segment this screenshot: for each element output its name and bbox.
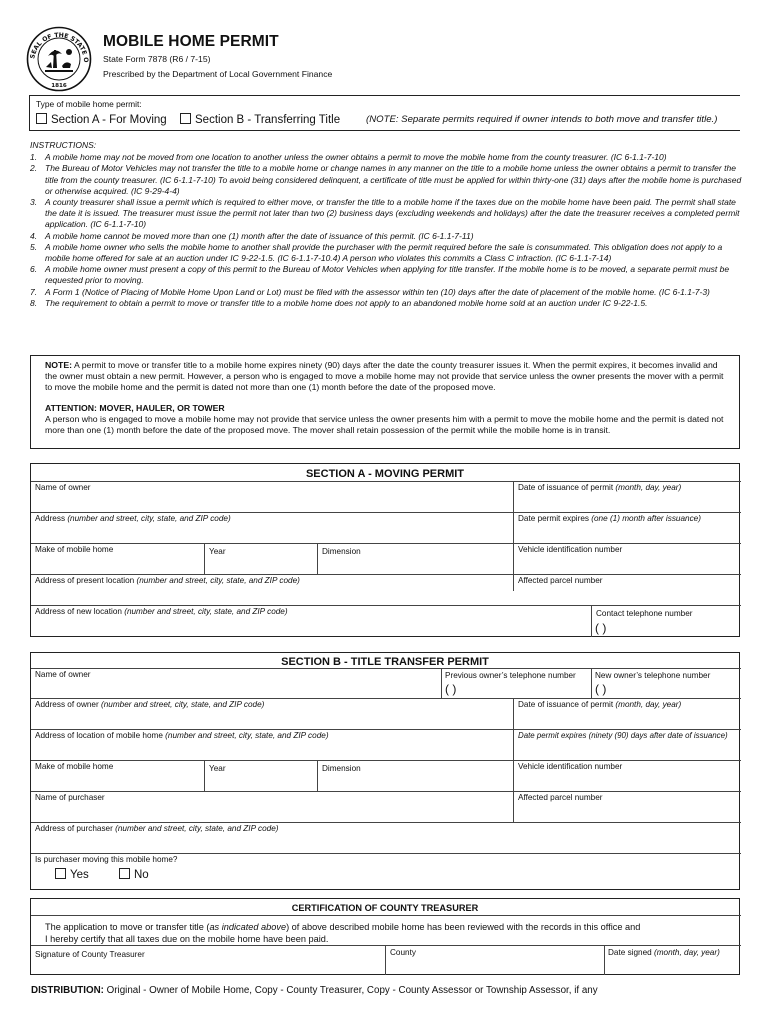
affected-parcel-label: Affected parcel number bbox=[518, 793, 603, 802]
owner-address-label: Address of owner (number and street, city, state, and ZIP code) bbox=[35, 700, 265, 709]
new-location-label: Address of new location (number and street, city, state, and ZIP code) bbox=[35, 607, 288, 616]
vin-label: Vehicle identification number bbox=[518, 545, 623, 554]
year-label: Year bbox=[209, 764, 226, 773]
certification-title: CERTIFICATION OF COUNTY TREASURER bbox=[291, 903, 479, 913]
instruction-item: 3. A county treasurer shall issue a permit which is required to either move, or transfer the title to a mobile home if the taxes due on the mobile home have been paid. The permit shall state the date it is issued. The treasurer must issue the permit not later than two (2) business days (excluding weekends and holidays) after the date the treasurer receives a completed permit application. (IC 6-1.1-7-10) bbox=[30, 197, 740, 230]
yes-checkbox[interactable] bbox=[55, 868, 66, 879]
note-paragraph: NOTE: A permit to move or transfer title to a mobile home expires ninety (90) days after the date the county treasurer issues it. When the permit expires, it becomes invalid and the owner must obtain a new permit. However, a person who is engaged to move a mobile home may not provide that service unless the owner presents the mover with a permit to move the mobile home and the permit is dated not more than one (1) month before the date of the proposed move. bbox=[45, 360, 724, 393]
section-b-table bbox=[30, 652, 740, 890]
county-label: County bbox=[390, 948, 416, 957]
state-seal-logo bbox=[26, 26, 92, 92]
section-a-table bbox=[30, 463, 740, 637]
permit-type-box bbox=[29, 95, 740, 131]
owner-address-label: Address (number and street, city, state, and ZIP code) bbox=[35, 514, 231, 523]
purchaser-address-label: Address of purchaser (number and street, city, state, and ZIP code) bbox=[35, 824, 279, 833]
make-label: Make of mobile home bbox=[35, 762, 114, 771]
section-a-checkbox[interactable] bbox=[36, 113, 47, 124]
certification-table bbox=[30, 898, 740, 975]
permit-type-note: (NOTE: Separate permits required if owner intends to both move and transfer title.) bbox=[366, 114, 718, 125]
purchaser-name-label: Name of purchaser bbox=[35, 793, 105, 802]
owner-name-label: Name of owner bbox=[35, 670, 91, 679]
prescribed-by: Prescribed by the Department of Local Government Finance bbox=[103, 69, 333, 79]
date-issuance-label: Date of issuance of permit (month, day, year) bbox=[518, 483, 682, 492]
section-a-title: SECTION A - MOVING PERMIT bbox=[305, 468, 465, 480]
instruction-item: 6. A mobile home owner must present a copy of this permit to the Bureau of Motor Vehicles when applying for title transfer. If the mobile home is to be moved, a separate permit must be requested prior to moving. bbox=[30, 264, 730, 286]
year-label: Year bbox=[209, 547, 226, 556]
section-b-label: Section B - Transferring Title bbox=[195, 114, 341, 126]
present-location-label: Address of present location (number and street, city, state, and ZIP code) bbox=[35, 576, 300, 585]
owner-name-field-label: Name of owner bbox=[35, 483, 91, 492]
svg-text:1816: 1816 bbox=[51, 83, 67, 89]
date-issuance-label: Date of issuance of permit (month, day, year) bbox=[518, 700, 682, 709]
instruction-item: 5. A mobile home owner who sells the mobile home to another shall provide the purchaser with the permit required before the sale is consummated. This obligation does not apply to a mobile home offered for sale at an auction under IC 9-22-1.5. (IC 6-1.1-7-10.4) A person who violates this commits a Class C infraction. (IC 6-1.1-7-14) bbox=[30, 241, 723, 264]
section-a-label: Section A - For Moving bbox=[51, 114, 167, 126]
location-address-label: Address of location of mobile home (number and street, city, state, and ZIP code) bbox=[35, 731, 329, 740]
new-owner-phone-input[interactable]: ( ) bbox=[595, 682, 607, 696]
yes-option[interactable]: Yes bbox=[55, 868, 89, 883]
option-section-a[interactable] bbox=[36, 113, 167, 128]
prev-owner-phone-input[interactable]: ( ) bbox=[445, 682, 457, 696]
date-expires-label: Date permit expires (ninety (90) days after date of issuance) bbox=[518, 731, 728, 740]
instruction-item: 7. A Form 1 (Notice of Placing of Mobile Home Upon Land or Lot) must be filed with the assessor within ten (10) days after the date of placement of the mobile home. (IC 6-1.1-7-3) bbox=[30, 286, 710, 297]
no-option[interactable]: No bbox=[119, 868, 149, 883]
note-box bbox=[30, 355, 740, 449]
dimension-label: Dimension bbox=[322, 764, 361, 773]
contact-phone-input[interactable]: ( ) bbox=[595, 621, 607, 635]
option-section-b[interactable] bbox=[180, 113, 340, 128]
form-title: MOBILE HOME PERMIT bbox=[103, 33, 279, 50]
distribution-label: DISTRIBUTION: bbox=[31, 985, 104, 996]
instructions bbox=[30, 140, 742, 309]
new-owner-phone-label: New owner’s telephone number bbox=[595, 671, 711, 680]
instruction-item: 1. A mobile home may not be moved from one location to another unless the owner obtains a permit to move the mobile home from the county treasurer. (IC 6-1.1-7-10) bbox=[30, 152, 667, 163]
contact-phone-label: Contact telephone number bbox=[596, 609, 693, 618]
vin-label: Vehicle identification number bbox=[518, 762, 623, 771]
instruction-item: 2. The Bureau of Motor Vehicles may not transfer the title to a mobile home or change names in any manner on the title to a mobile home unless the owner obtains a permit to transfer the title from the county treasurer. (IC 6-1.1-7-10) To avoid being considered delinquent, a certificate of title must be applied for within thirty-one (31) days after the mobile home is purchased or otherwise acquired. (IC 9-29-4-4) bbox=[30, 163, 742, 196]
permit-type-label: Type of mobile home permit: bbox=[36, 99, 142, 109]
attention-paragraph: ATTENTION: MOVER, HAULER, OR TOWER A person who is engaged to move a mobile home may not provide that service unless the owner presents him with a permit to move the mobile home and the permit is dated not more than one (1) month before the date of the proposed move. The mover shall retain possession of the permit while the mobile home is in transit. bbox=[45, 403, 724, 436]
purchaser-moving-label: Is purchaser moving this mobile home? bbox=[35, 855, 178, 864]
instruction-item: 8. The requirement to obtain a permit to move or transfer title to a mobile home does not apply to an abandoned mobile home sold at an auction under IC 9-22-1.5. bbox=[30, 297, 648, 308]
distribution-text: Original - Owner of Mobile Home, Copy - County Treasurer, Copy - County Assessor or Township Assessor, if any bbox=[103, 985, 598, 996]
prev-owner-phone-label: Previous owner’s telephone number bbox=[445, 671, 576, 680]
make-label: Make of mobile home bbox=[35, 545, 114, 554]
distribution-line bbox=[31, 985, 598, 997]
instructions-title: INSTRUCTIONS: bbox=[30, 140, 97, 150]
affected-parcel-label: Affected parcel number bbox=[518, 576, 603, 585]
no-checkbox[interactable] bbox=[119, 868, 130, 879]
date-signed-label: Date signed (month, day, year) bbox=[608, 948, 720, 957]
signature-label: Signature of County Treasurer bbox=[35, 950, 145, 959]
section-b-checkbox[interactable] bbox=[180, 113, 191, 124]
instruction-item: 4. A mobile home cannot be moved more than one (1) month after the date of issuance of this permit. (IC 6-1.1-7-11) bbox=[30, 230, 474, 241]
dimension-label: Dimension bbox=[322, 547, 361, 556]
svg-text:SEAL OF THE STATE OF INDIANA: SEAL OF THE STATE O bbox=[29, 31, 90, 63]
certification-text: The application to move or transfer title (as indicated above) of above described mobile home has been reviewed with the records in this office and I hereby certify that all taxes due on the mobile home have been paid. bbox=[45, 922, 641, 944]
section-b-title: SECTION B - TITLE TRANSFER PERMIT bbox=[281, 656, 489, 668]
date-expires-label: Date permit expires (one (1) month after issuance) bbox=[518, 514, 701, 523]
form-number: State Form 7878 (R6 / 7-15) bbox=[103, 54, 211, 64]
